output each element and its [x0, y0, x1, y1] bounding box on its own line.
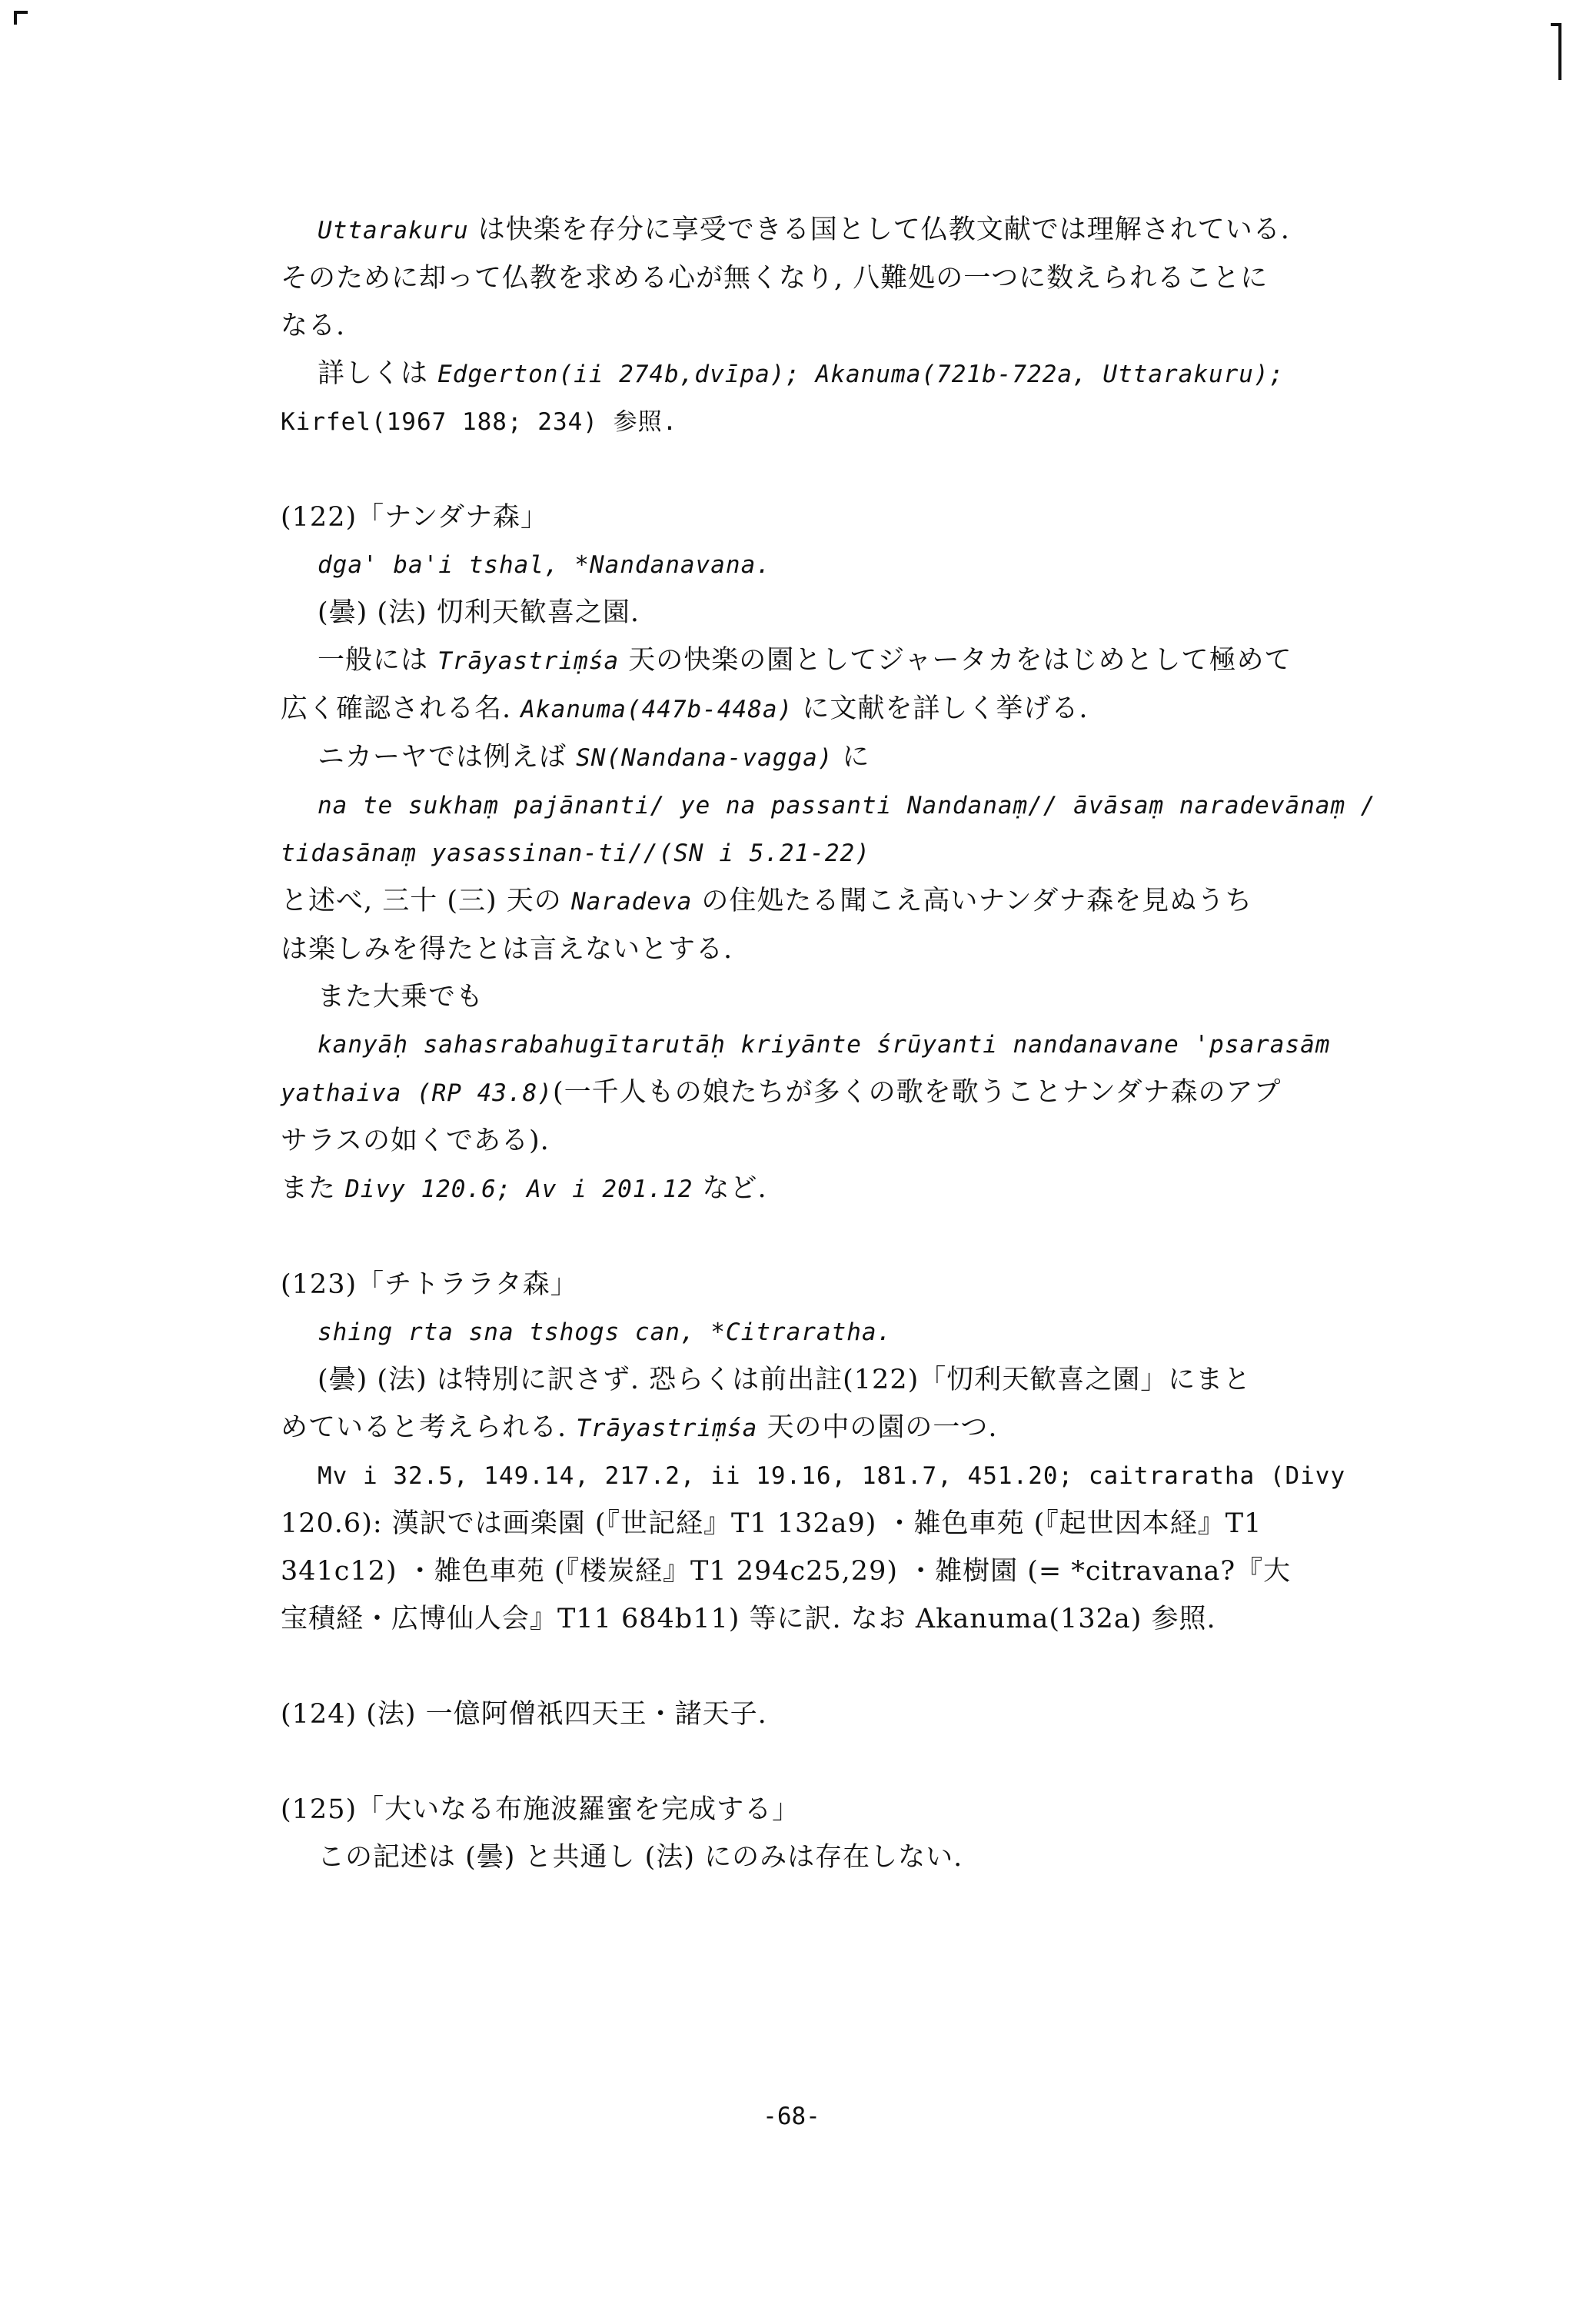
- n122-l4a: と述べ, 三十 (三) 天の: [281, 886, 571, 916]
- para1-line2: そのために却って仏教を求める心が無くなり, 八難処の一つに数えられることに: [281, 263, 1269, 294]
- n123-l2c: 天の中の園の一つ.: [757, 1412, 998, 1443]
- n122-l8b: Divy 120.6; Av i 201.12: [345, 1175, 693, 1203]
- note-125-line1: この記述は (曇) と共通し (法) にのみは存在しない.: [318, 1842, 963, 1873]
- n122-l2c: に文献を詳しく挙げる.: [793, 693, 1089, 724]
- n122-l1a: 一般には: [318, 645, 438, 676]
- n122-l1c: 天の快楽の園としてジャータカをはじめとして極めて: [619, 645, 1292, 676]
- para1-line1: [281, 206, 1468, 254]
- para1-line4-refs: Edgerton(ii 274b,dvīpa); Akanuma(721b-722a, Uttarakuru);: [437, 361, 1285, 388]
- note-122-line3: [281, 733, 1468, 782]
- n122-l4b: Naradeva: [570, 888, 693, 916]
- para1-line3: なる.: [281, 311, 346, 341]
- term-uttarakuru: Uttarakuru: [318, 217, 469, 244]
- note-122-quote2: tidasānaṃ yasassinan-ti//(SN i 5.21-22): [281, 839, 870, 867]
- n122-l8c: など.: [693, 1173, 767, 1204]
- note-122-tibetan: dga' ba'i tshal, *Nandanavana.: [318, 551, 771, 579]
- para1-line5: Kirfel(1967 188; 234) 参照.: [281, 408, 678, 436]
- note-122-chinese: (曇) (法) 忉利天歓喜之園.: [318, 597, 640, 628]
- crop-mark-top-right: [1551, 23, 1561, 80]
- note-122-line6: また大乗でも: [318, 982, 484, 1012]
- note-122-line8: [281, 1165, 1468, 1213]
- note-122-heading: (122)「ナンダナ森」: [281, 502, 548, 533]
- n122-l3c: に: [833, 742, 870, 773]
- n122-l1b: Trāyastriṃśa: [437, 647, 620, 675]
- note-122-line7: サラスの如くである).: [281, 1125, 550, 1156]
- note-122-quote1: na te sukhaṃ pajānanti/ ye na passanti Nandanaṃ// āvāsaṃ naradevānaṃ /: [318, 792, 1376, 820]
- note-123-heading: (123)「チトララタ森」: [281, 1269, 578, 1300]
- note-122-quote4: [281, 1069, 1468, 1117]
- note-122-quote3: kanyāḥ sahasrabahugītarutāḥ kriyānte śrūyanti nandanavane 'psarasām: [318, 1031, 1331, 1059]
- note-123-tibetan: shing rta sna tshogs can, *Citraratha.: [318, 1318, 893, 1346]
- note-123-line4: 120.6): 漢訳では画楽園 (『世記経』T1 132a9) ・雑色車苑 (『起世因本経』T1: [281, 1508, 1262, 1539]
- note-123-line1: (曇) (法) は特別に訳さず. 恐らくは前出註(122)「忉利天歓喜之園」にまと: [318, 1365, 1252, 1395]
- crop-mark-top-left: [14, 11, 28, 25]
- note-125-heading: (125)「大いなる布施波羅蜜を完成する」: [281, 1794, 800, 1825]
- note-123-line5: 341c12) ・雑色車苑 (『楼炭経』T1 294c25,29) ・雑樹園 (= *citravana?『大: [281, 1556, 1292, 1587]
- page-number: -68-: [763, 2103, 820, 2130]
- note-123-line2: [281, 1404, 1468, 1452]
- para1-line4-prefix: 詳しくは: [318, 358, 438, 389]
- main-text: [281, 206, 1468, 1881]
- n122-l3b: SN(Nandana-vagga): [576, 744, 833, 772]
- n122-q4b: (一千人もの娘たちが多くの歌を歌うことナンダナ森のアプ: [552, 1077, 1282, 1108]
- n122-q4a: yathaiva (RP 43.8): [281, 1079, 553, 1107]
- n122-l8a: また: [281, 1173, 346, 1204]
- para1-line4: [281, 350, 1468, 398]
- note-124-heading: (124) (法) 一億阿僧祇四天王・諸天子.: [281, 1699, 767, 1730]
- n122-l2a: 広く確認される名.: [281, 693, 521, 724]
- n122-l4c: の住処たる聞こえ高いナンダナ森を見ぬうち: [692, 886, 1253, 916]
- note-122-line1: [281, 637, 1468, 685]
- n123-l2b: Trāyastriṃśa: [576, 1415, 758, 1442]
- note-122-line2: [281, 685, 1468, 733]
- para1-line1-text: は快楽を存分に享受できる国として仏教文献では理解されている.: [468, 214, 1290, 245]
- n122-l2b: Akanuma(447b-448a): [520, 696, 793, 723]
- note-123-line3: Mv i 32.5, 149.14, 217.2, ii 19.16, 181.7, 451.20; caitraratha (Divy: [318, 1462, 1346, 1490]
- note-123-line6: 宝積経・広博仙人会』T11 684b11) 等に訳. なお Akanuma(132a) 参照.: [281, 1604, 1216, 1634]
- n122-l3a: ニカーヤでは例えば: [318, 742, 577, 773]
- note-122-line4: [281, 877, 1468, 926]
- note-122-line5: は楽しみを得たとは言えないとする.: [281, 934, 733, 965]
- n123-l2a: めていると考えられる.: [281, 1412, 577, 1443]
